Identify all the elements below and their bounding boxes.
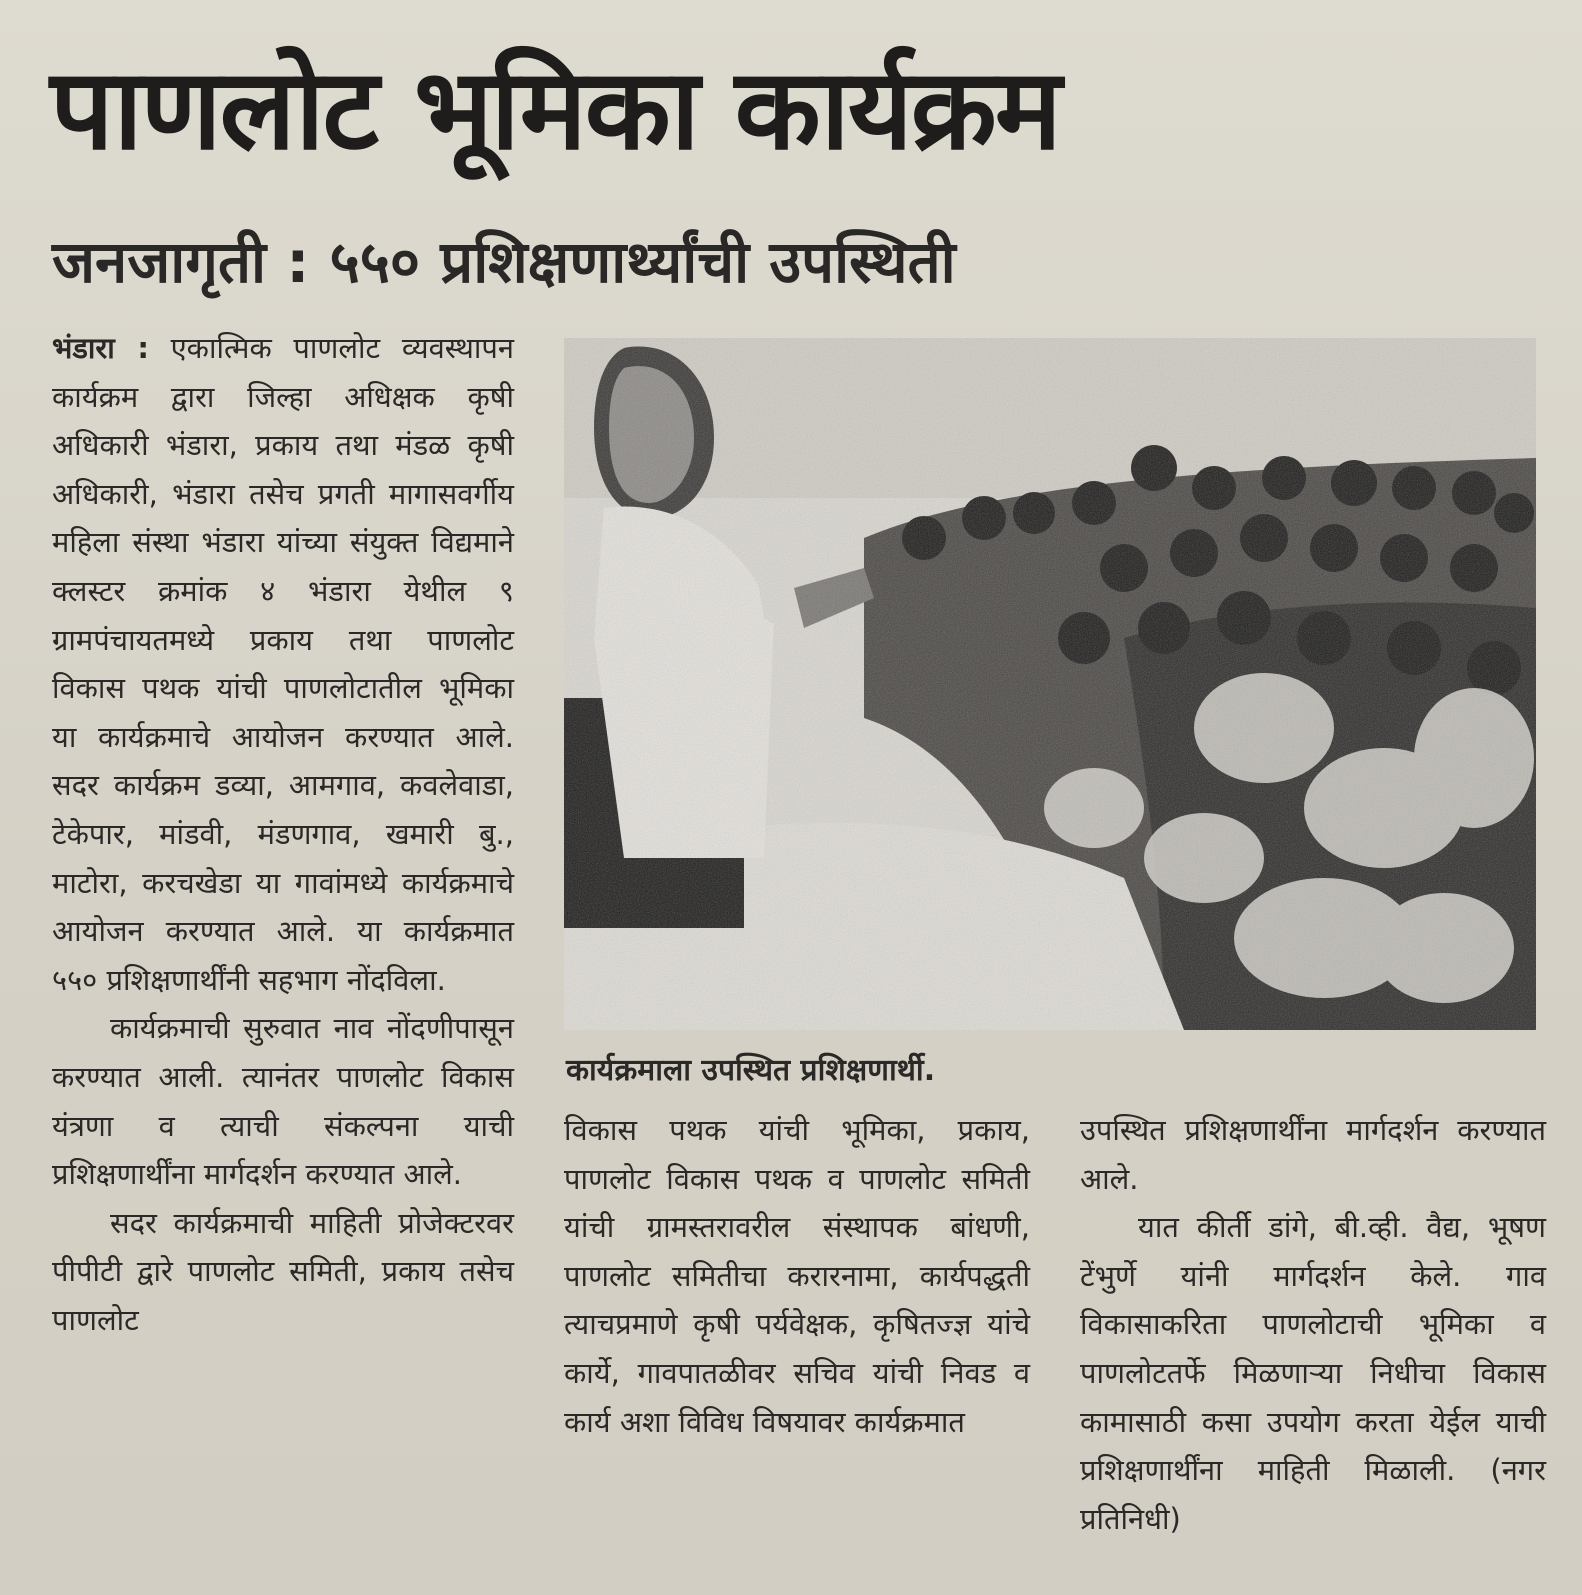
photo-caption: कार्यक्रमाला उपस्थित प्रशिक्षणार्थी. — [566, 1053, 936, 1088]
article-paragraph-1-text: एकात्मिक पाणलोट व्यवस्थापन कार्यक्रम द्वारा जिल्हा अधिक्षक कृषी अधिकारी भंडारा, प्रकाय तथा मंडळ कृषी अधिकारी, भंडारा तसेच प्रगती मागासवर्गीय महिला संस्था भंडारा यांच्या संयुक्त विद्यमाने क्लस्टर क्रमांक ४ भंडारा येथील ९ ग्रामपंचायतमध्ये प्रकाय तथा पाणलोट विकास पथक यांची पाणलोटातील भूमिका या कार्यक्रमाचे आयोजन करण्यात आले. सदर कार्यक्रम डव्या, आमगाव, कवलेवाडा, टेकेपार, मांडवी, मंडणगाव, खमारी बु., माटोरा, करचखेडा या गावांमध्ये कार्यक्रमाचे आयोजन करण्यात आले. या कार्यक्रमात ५५० प्रशिक्षणार्थींनी सहभाग नोंदविला. — [52, 331, 515, 997]
article-column-1 — [52, 324, 514, 1584]
article-column-2 — [564, 1106, 1030, 1576]
article-column-3 — [1080, 1106, 1546, 1576]
subheadline: जनजागृती : ५५० प्रशिक्षणार्थ्यांची उपस्थिती — [52, 228, 956, 296]
article-paragraph-5: उपस्थित प्रशिक्षणार्थींना मार्गदर्शन करण्यात आले. — [1080, 1113, 1546, 1196]
article-paragraph-6: यात कीर्ती डांगे, बी.व्ही. वैद्य, भूषण टेंभुर्णे यांनी मार्गदर्शन केले. गाव विकासाकरिता पाणलोटाची भूमिका व पाणलोटतर्फे मिळणाऱ्या निधीचा विकास कामासाठी कसा उपयोग करता येईल याची प्रशिक्षणार्थींना माहिती मिळाली. (नगर प्रतिनिधी) — [1080, 1210, 1546, 1536]
article-paragraph-4: विकास पथक यांची भूमिका, प्रकाय, पाणलोट विकास पथक व पाणलोट समिती यांची ग्रामस्तरावरील संस्थापक बांधणी, पाणलोट समितीचा करारनामा, कार्यपद्धती त्याचप्रमाणे कृषी पर्यवेक्षक, कृषितज्ज्ञ यांचे कार्ये, गावपातळीवर सचिव यांची निवड व कार्य अशा विविध विषयावर कार्यक्रमात — [564, 1113, 1030, 1439]
news-photo — [564, 338, 1536, 1030]
photo-illustration — [564, 338, 1536, 1030]
headline: पाणलोट भूमिका कार्यक्रम — [50, 45, 1060, 175]
dateline: भंडारा : — [52, 331, 149, 365]
article-paragraph-1 — [52, 324, 514, 1004]
article-paragraph-3: सदर कार्यक्रमाची माहिती प्रोजेक्टरवर पीपीटी द्वारे पाणलोट समिती, प्रकाय तसेच पाणलोट — [52, 1205, 514, 1337]
article-paragraph-2: कार्यक्रमाची सुरुवात नाव नोंदणीपासून करण्यात आली. त्यानंतर पाणलोट विकास यंत्रणा व त्याची संकल्पना याची प्रशिक्षणार्थींना मार्गदर्शन करण्यात आले. — [52, 1011, 514, 1192]
